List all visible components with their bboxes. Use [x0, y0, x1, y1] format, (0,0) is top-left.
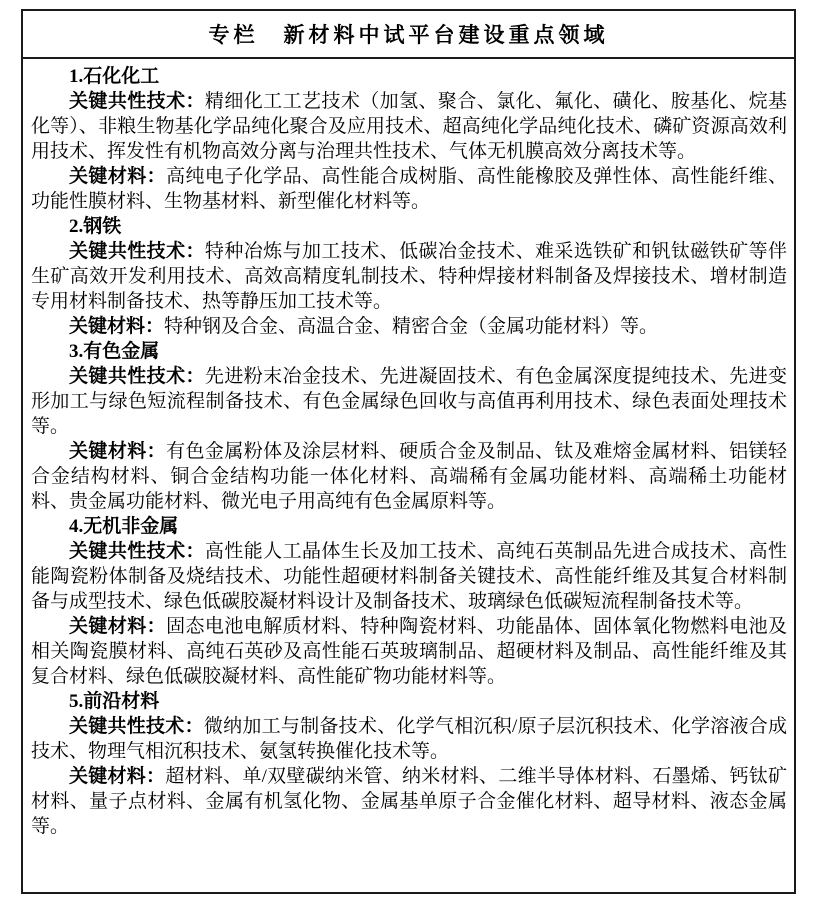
- tech-text: 微纳加工与制备技术、化学气相沉积/原子层沉积技术、化学溶液合成技术、物理气相沉积技术、氨氢转换催化技术等。: [31, 716, 787, 762]
- materials-text: 超材料、单/双壁碳纳米管、纳米材料、二维半导体材料、石墨烯、钙钛矿材料、量子点材料、金属有机氢化物、金属基单原子合金催化材料、超导材料、液态金属等。: [31, 766, 787, 837]
- tech-label: 关键共性技术：: [69, 241, 205, 262]
- tech-label: 关键共性技术：: [69, 716, 204, 737]
- materials-paragraph: [31, 764, 787, 839]
- column-body: [23, 59, 794, 839]
- tech-text: 高性能人工晶体生长及加工技术、高纯石英制品先进合成技术、高性能陶瓷粉体制备及烧结技术、功能性超硬材料制备关键技术、高性能纤维及其复合材料制备与成型技术、绿色低碳胶凝材料设计及制备技术、玻璃绿色低碳短流程制备技术等。: [31, 541, 787, 612]
- section-inorganic-nonmetals: [31, 514, 787, 689]
- section-petrochemical: [31, 64, 787, 214]
- materials-paragraph: [31, 314, 787, 339]
- tech-text: 先进粉末冶金技术、先进凝固技术、有色金属深度提纯技术、先进变形加工与绿色短流程制备技术、有色金属绿色回收与高值再利用技术、绿色表面处理技术等。: [31, 366, 787, 437]
- tech-label: 关键共性技术：: [69, 541, 205, 562]
- tech-label: 关键共性技术：: [69, 91, 205, 112]
- tech-label: 关键共性技术：: [69, 366, 205, 387]
- column-title-row: [23, 11, 794, 59]
- section-heading: 4.无机非金属: [69, 516, 179, 537]
- section-heading: 3.有色金属: [69, 341, 160, 362]
- materials-paragraph: [31, 439, 787, 514]
- materials-label: 关键材料：: [69, 766, 166, 787]
- section-steel: [31, 214, 787, 339]
- materials-label: 关键材料：: [69, 616, 167, 637]
- section-nonferrous-metals: [31, 339, 787, 514]
- materials-label: 关键材料：: [69, 166, 167, 187]
- tech-paragraph: [31, 89, 787, 164]
- materials-paragraph: [31, 164, 787, 214]
- tech-text: 特种冶炼与加工技术、低碳冶金技术、难采选铁矿和钒钛磁铁矿等伴生矿高效开发利用技术、高效高精度轧制技术、特种焊接材料制备及焊接技术、增材制造专用材料制备技术、热等静压加工技术等。: [31, 241, 787, 312]
- tech-paragraph: [31, 714, 787, 764]
- tech-paragraph: [31, 364, 787, 439]
- section-frontier-materials: [31, 689, 787, 839]
- section-heading: 1.石化化工: [69, 66, 160, 87]
- materials-text: 固态电池电解质材料、特种陶瓷材料、功能晶体、固体氧化物燃料电池及相关陶瓷膜材料、高纯石英砂及高性能石英玻璃制品、超硬材料及制品、高性能纤维及其复合材料、绿色低碳胶凝材料、高性能矿物功能材料等。: [31, 616, 787, 687]
- materials-text: 高纯电子化学品、高性能合成树脂、高性能橡胶及弹性体、高性能纤维、功能性膜材料、生物基材料、新型催化材料等。: [31, 166, 787, 212]
- section-heading: 2.钢铁: [69, 216, 122, 237]
- materials-label: 关键材料：: [69, 441, 167, 462]
- tech-text: 精细化工工艺技术（加氢、聚合、氯化、氟化、磺化、胺基化、烷基化等）、非粮生物基化学品纯化聚合及应用技术、超高纯化学品纯化技术、磷矿资源高效利用技术、挥发性有机物高效分离与治理共性技术、气体无机膜高效分离技术等。: [31, 91, 787, 162]
- materials-text: 有色金属粉体及涂层材料、硬质合金及制品、钛及难熔金属材料、铝镁轻合金结构材料、铜合金结构功能一体化材料、高端稀有金属功能材料、高端稀土功能材料、贵金属功能材料、微光电子用高纯有色金属原料等。: [31, 441, 787, 512]
- materials-text: 特种钢及合金、高温合金、精密合金（金属功能材料）等。: [164, 316, 659, 337]
- materials-label: 关键材料：: [69, 316, 165, 337]
- section-heading: 5.前沿材料: [69, 691, 160, 712]
- column-box: [21, 9, 796, 894]
- tech-paragraph: [31, 239, 787, 314]
- column-title: 专栏 新材料中试平台建设重点领域: [208, 23, 609, 47]
- materials-paragraph: [31, 614, 787, 689]
- tech-paragraph: [31, 539, 787, 614]
